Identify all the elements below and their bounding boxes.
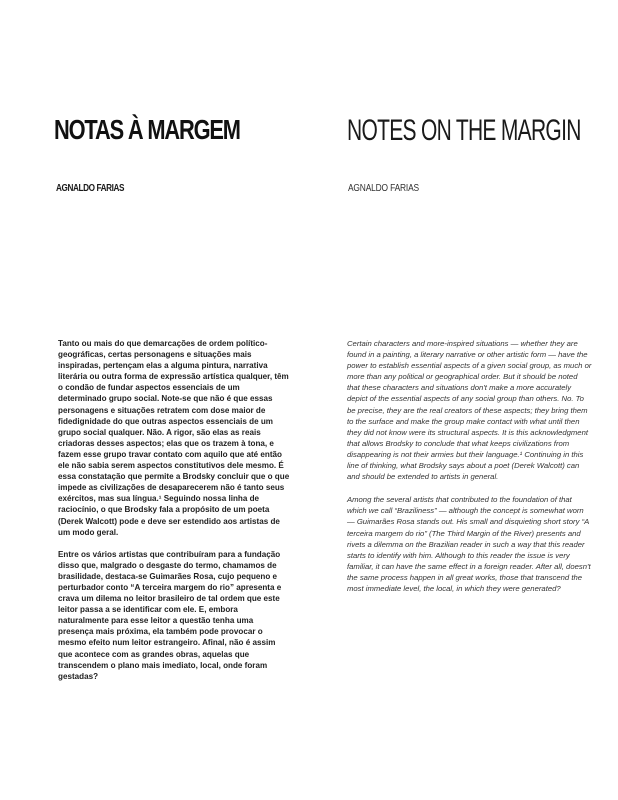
- body-text-portuguese: [58, 338, 290, 693]
- body-text-english: [347, 338, 592, 606]
- paragraph-pt-1: Tanto ou mais do que demarcações de ordem político-geográficas, certas personagens e situações mais inspiradas, pertençam elas a alguma pintura, narrativa literária ou outra forma de expressão artística qualquer, têm o condão de fundar aspectos essenciais de um determinado grupo social. Note-se que não é que essas personagens e situações retratem com dose maior de fidedignidade do que outras aspectos essenciais de um grupo social qualquer. Não. A rigor, são elas as reais criadoras desses aspectos; elas que os trazem à tona, e fazem esse grupo travar contato com aquilo que até então ele não sabia serem aspectos constitutivos dele mesmo. É essa constatação que permite a Brodsky concluir que o que impede as civilizações de desaparecerem não é tanto seus exércitos, mas sua língua.¹ Seguindo nossa linha de raciocínio, o que Brodsky fala a propósito de um poeta (Derek Walcott) pode e deve ser estendido aos artistas de um modo geral.: [58, 339, 290, 537]
- english-column: [309, 0, 618, 800]
- paragraph-en-1: Certain characters and more-inspired situations — whether they are found in a painting, a literary narrative or other artistic form — have the power to establish essential aspects of a given social group, as much or more than any political or geographical order. But it should be noted that these characters and situations don't make a more accurately depict of the essential aspects of any social group than others. No. To be precise, they are the real creators of these aspects; they bring them to the surface and make the group make contact with what until then they did not know were its structural aspects. It is this acknowledgment that allows Brodsky to conclude that what keeps civilizations from disappearing is not their armies but their language.¹ Continuing in this line of thinking, what Brodsky says about a poet (Derek Walcott) can and should be extended to artists in general.: [347, 339, 592, 482]
- title-portuguese: NOTAS À MARGEM: [54, 114, 240, 145]
- author-english: AGNALDO FARIAS: [348, 183, 419, 194]
- paragraph-en-2: Among the several artists that contributed to the foundation of that which we call “Braziliness” — although the concept is somewhat worn — Guimarães Rosa stands out. His small and disquieting short story “A terceira margem do rio” (The Third Margin of the River) presents and rivets a dilemma on the Brazilian reader in such a way that this reader starts to identify with him. Although to this reader the issue is very familiar, it can have the same effect in a foreign reader. After all, doesn't the same process happen in all great works, those that transcend the most immediate level, the local, in which they were generated?: [347, 495, 591, 593]
- title-english: NOTES ON THE MARGIN: [347, 114, 581, 147]
- author-portuguese: AGNALDO FARIAS: [56, 183, 125, 194]
- paragraph-pt-2: Entre os vários artistas que contribuíram para a fundação disso que, malgrado o desgaste do termo, chamamos de brasilidade, destaca-se Guimarães Rosa, cujo pequeno e perturbador conto “A terceira margem do rio” apresenta e crava um dilema no leitor brasileiro de tal ordem que este leitor passa a se identificar com ele. E, embora naturalmente para esse leitor a questão tenha uma presença mais próxima, ela também pode provocar o mesmo efeito num leitor estrangeiro. Afinal, não é assim que acontece com as grandes obras, aquelas que transcendem o plano mais imediato, local, onde foram gestadas?: [58, 549, 282, 681]
